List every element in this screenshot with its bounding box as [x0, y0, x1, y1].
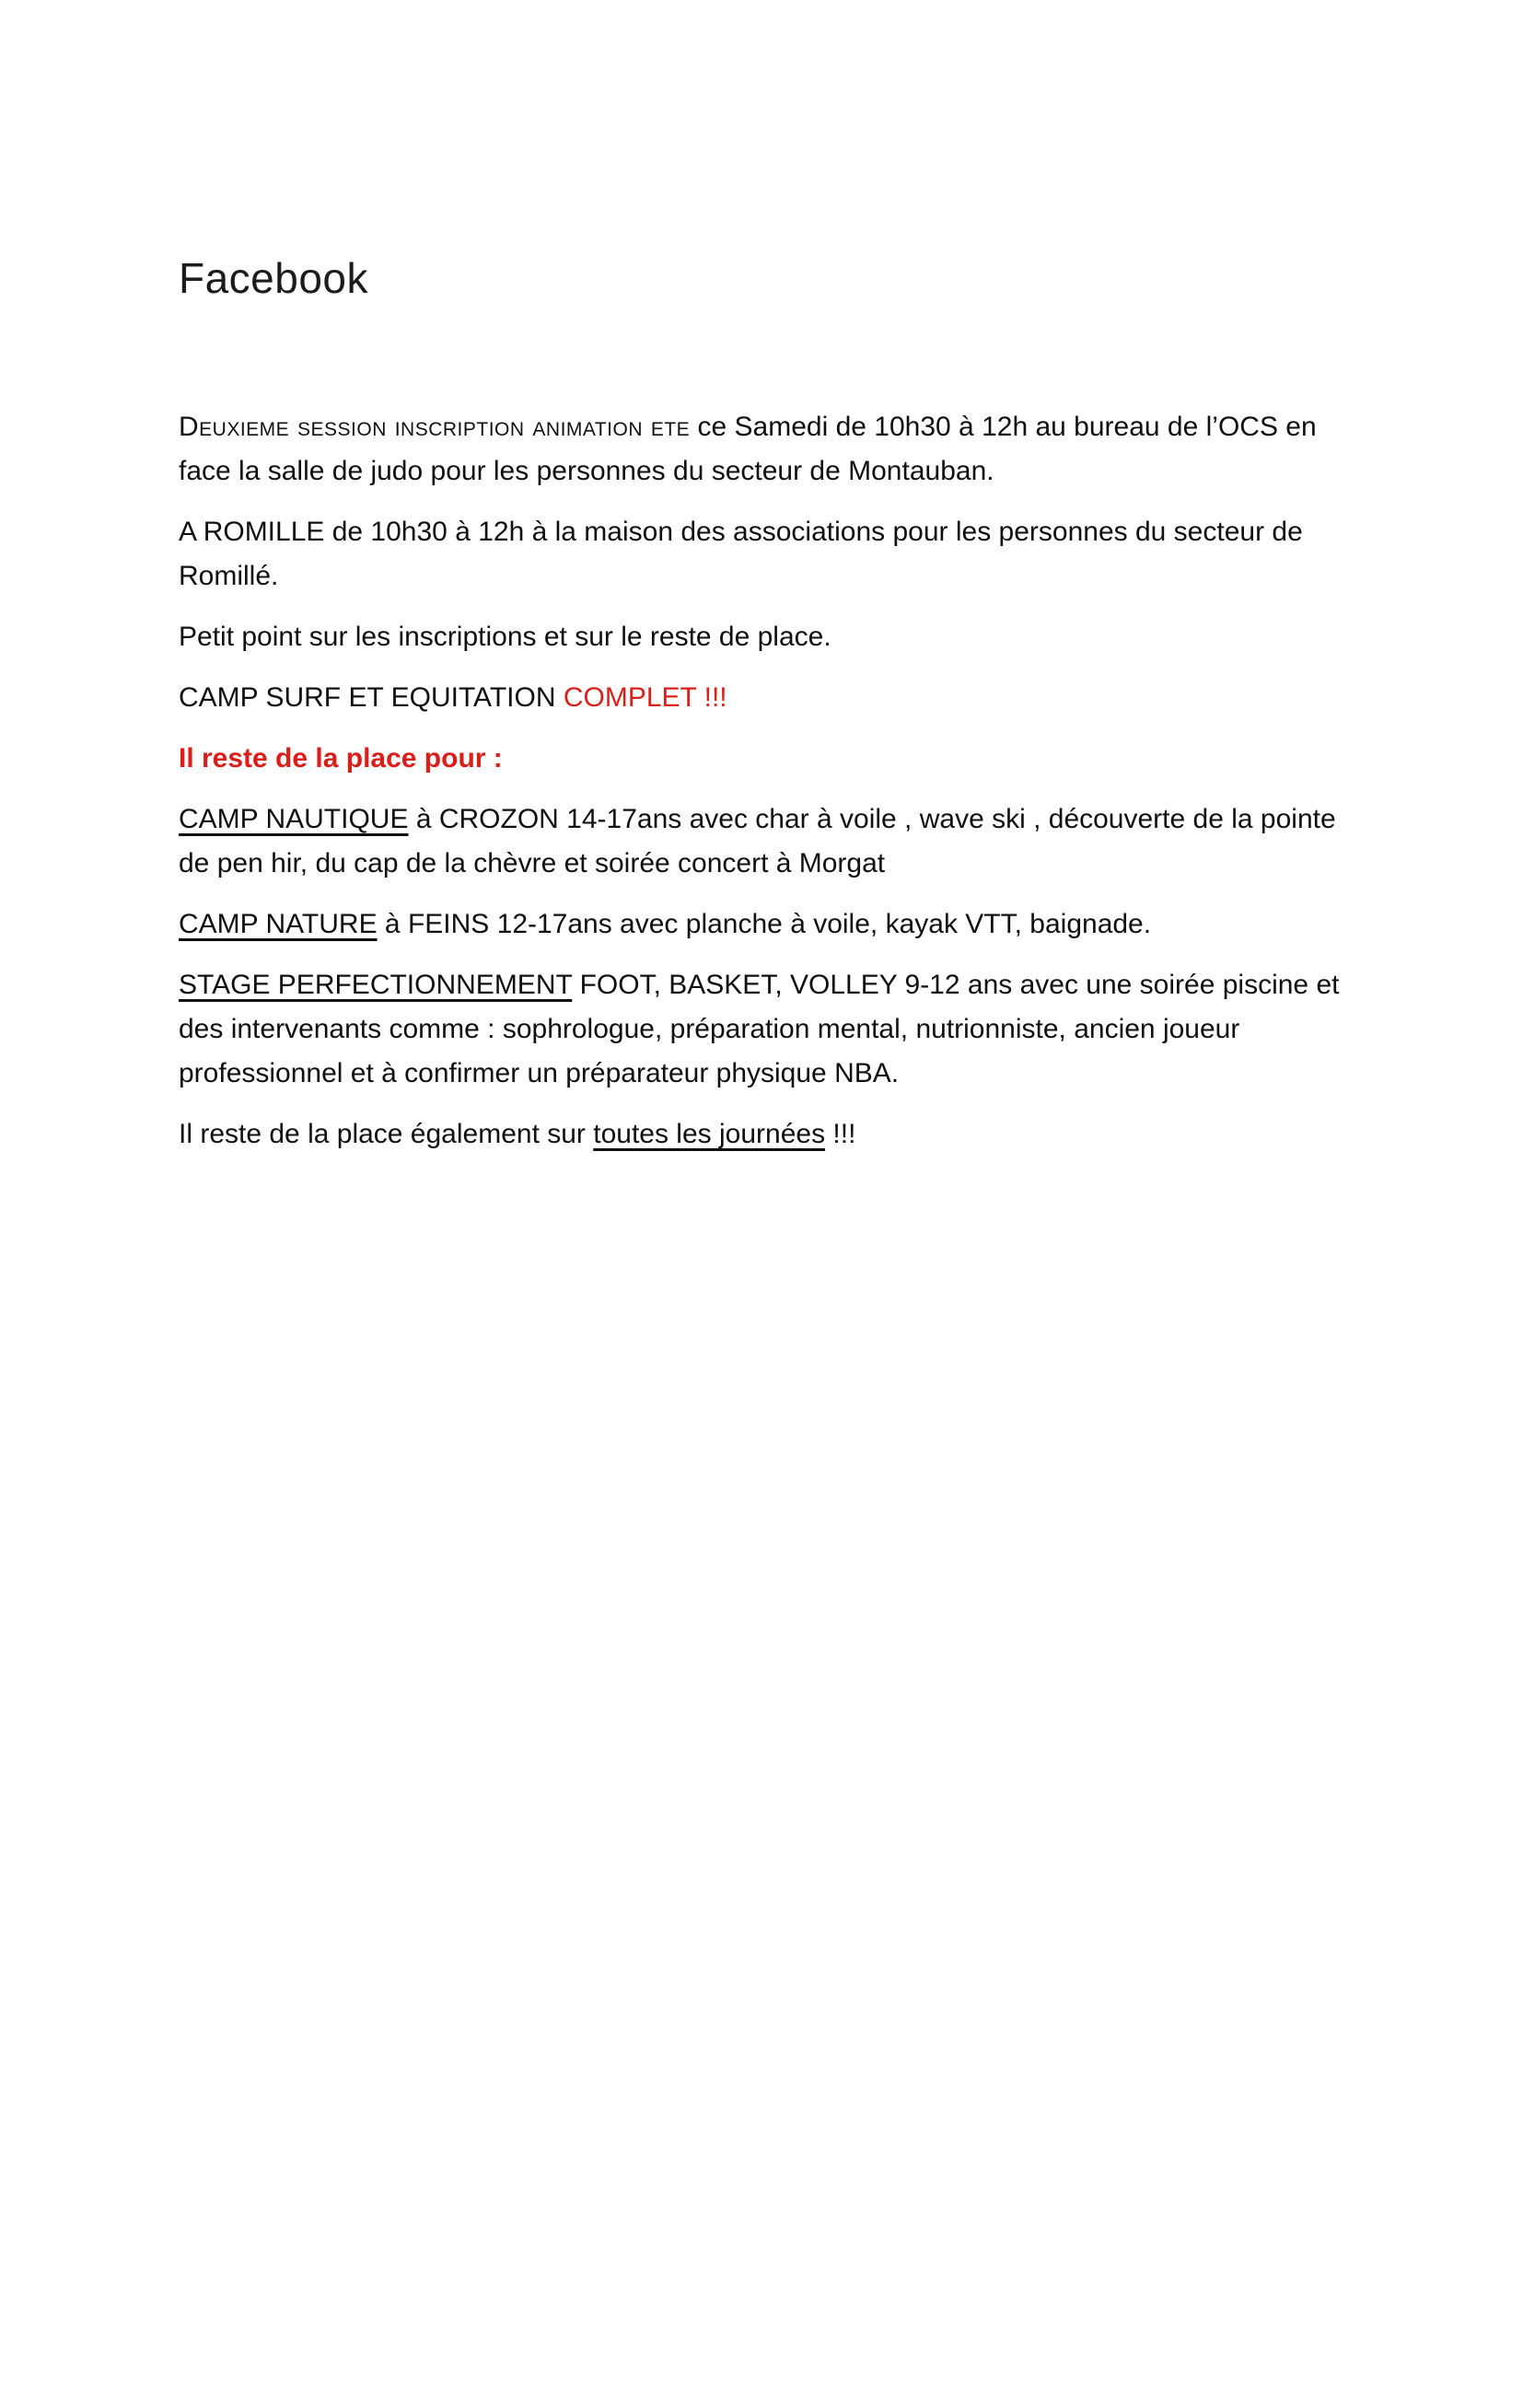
text-segment-plain: à FEINS 12-17ans avec planche à voile, kayak VTT, baignade. [377, 909, 1152, 939]
text-segment-plain: ce Samedi de 10h30 à 12h au bureau de l’OCS en face la salle de judo pour les personnes du secteur de Montauban. [179, 412, 1317, 486]
para-camp-nautique [179, 797, 1344, 886]
text-segment-smallcaps: Deuxieme session inscription animation ete [179, 412, 691, 442]
para-camp-nature [179, 902, 1344, 947]
text-segment-plain: FOOT, BASKET, VOLLEY 9-12 ans avec une soirée piscine et des intervenants comme : sophrologue, préparation mental, nutrionniste, ancien joueur professionnel et à confirmer un préparateur physique NBA. [179, 970, 1340, 1088]
document-page [0, 254, 1523, 2408]
document-title: Facebook [179, 254, 369, 302]
text-segment-plain: !!! [825, 1119, 856, 1149]
para-camp-surf [179, 676, 1344, 720]
para-toutes-les-journees [179, 1112, 1344, 1157]
text-segment-underline: STAGE PERFECTIONNEMENT [179, 970, 573, 1000]
text-segment-underline: CAMP NATURE [179, 909, 378, 939]
text-segment-plain: à CROZON 14-17ans avec char à voile , wave ski , découverte de la pointe de pen hir, du cap de la chèvre et soirée concert à Morgat [179, 804, 1336, 878]
text-segment-plain: Petit point sur les inscriptions et sur le reste de place. [179, 622, 831, 652]
text-segment-underline: toutes les journées [593, 1119, 826, 1149]
text-segment-red: COMPLET !!! [563, 682, 727, 713]
para-stage-perfectionnement [179, 963, 1344, 1096]
para-romille [179, 510, 1344, 599]
text-segment-plain: Il reste de la place également sur [179, 1119, 594, 1149]
document-body [179, 405, 1344, 1157]
text-segment-underline: CAMP NAUTIQUE [179, 804, 409, 834]
para-petit-point [179, 615, 1344, 659]
para-il-reste-place [179, 737, 1344, 781]
para-deuxieme-session [179, 405, 1344, 494]
text-segment-redbold: Il reste de la place pour : [179, 743, 503, 774]
text-segment-plain: A ROMILLE de 10h30 à 12h à la maison des associations pour les personnes du secteur de Romillé. [179, 517, 1303, 591]
text-segment-plain: CAMP SURF ET EQUITATION [179, 682, 564, 713]
